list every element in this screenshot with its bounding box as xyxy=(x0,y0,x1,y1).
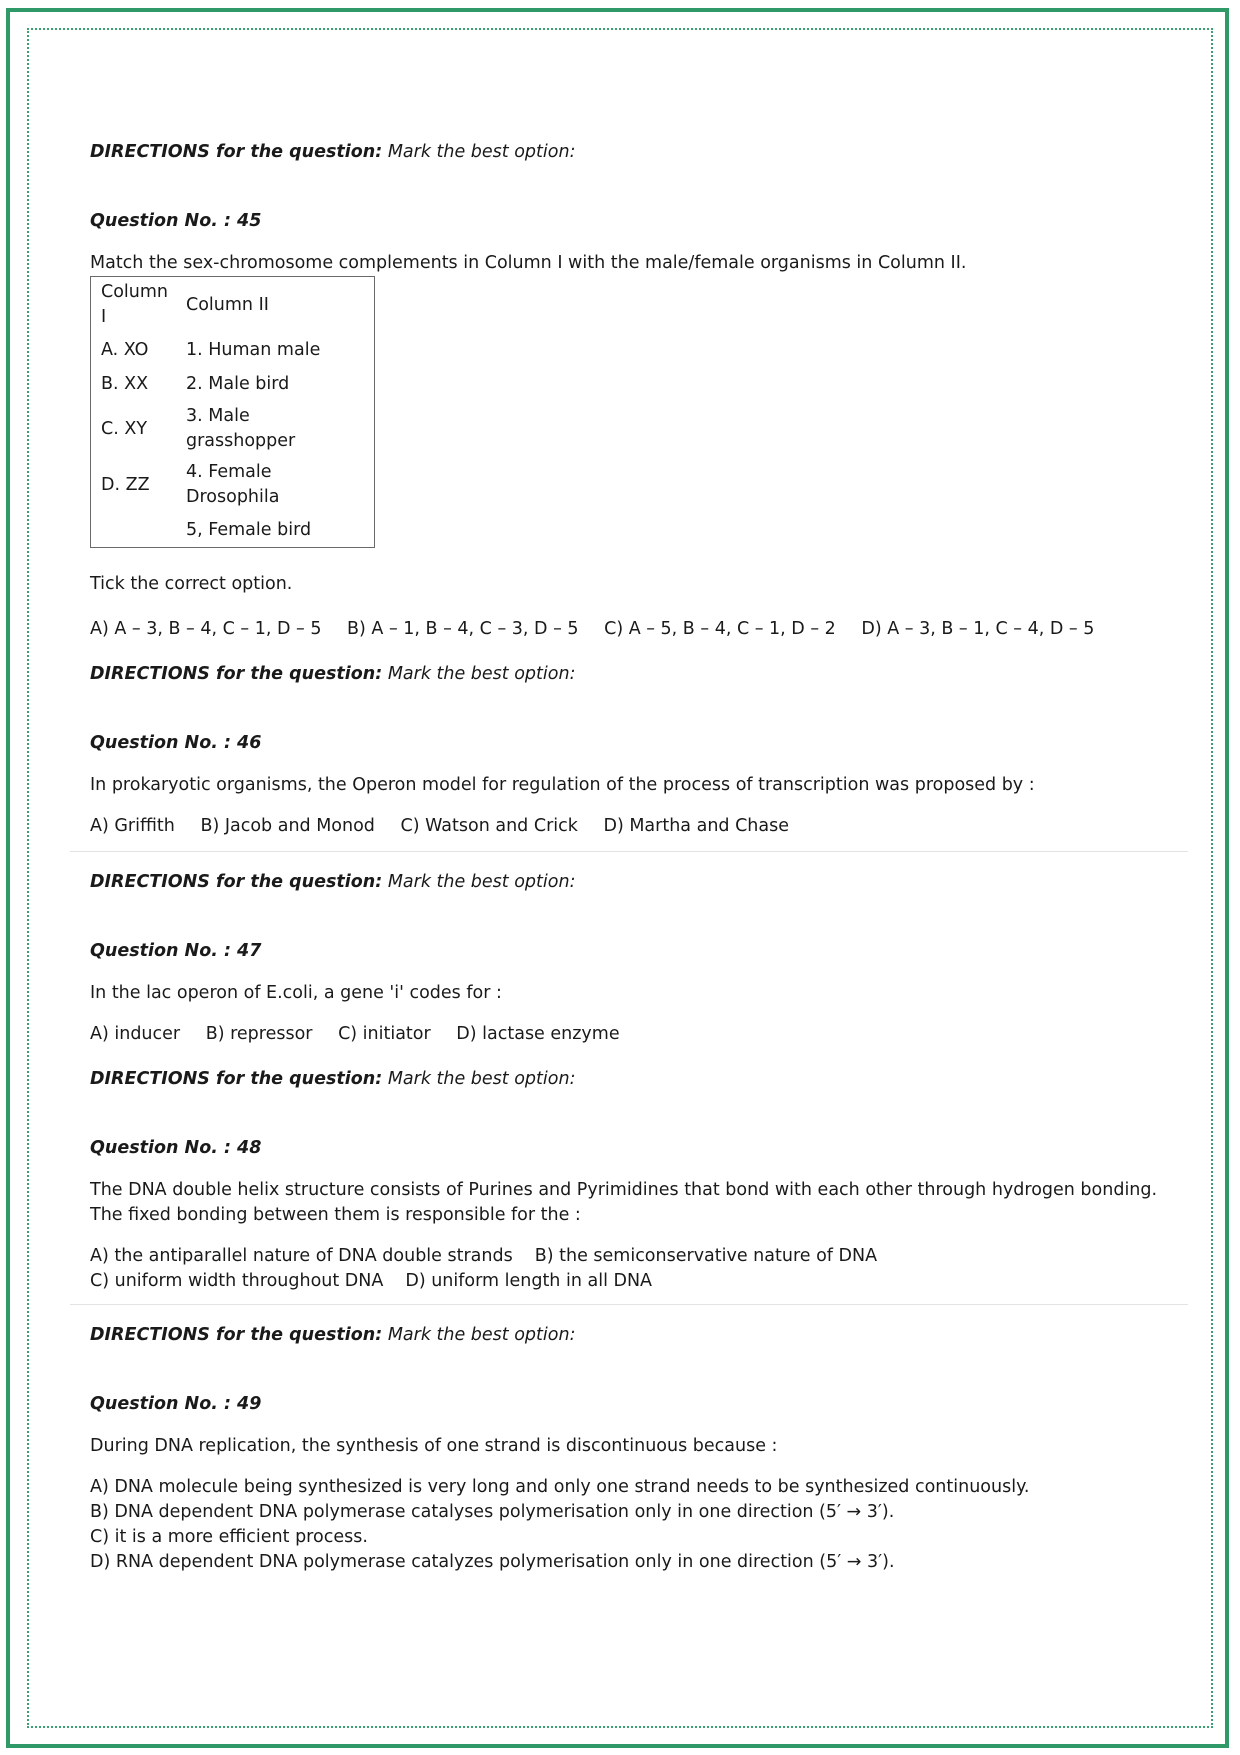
option-a[interactable]: A) Griffith xyxy=(90,816,175,836)
directions-lead: DIRECTIONS for the question: xyxy=(90,1325,383,1345)
table-cell xyxy=(91,513,185,548)
option-a[interactable]: A) inducer xyxy=(90,1024,181,1044)
option-b[interactable]: B) Jacob and Monod xyxy=(200,816,375,836)
directions-q46 xyxy=(90,662,1170,687)
question-sheet xyxy=(90,140,1170,1593)
directions-text: Mark the best option: xyxy=(382,872,576,892)
table-cell: 5, Female bird xyxy=(186,519,312,540)
option-c[interactable]: C) initiator xyxy=(338,1024,431,1044)
directions-q48 xyxy=(90,1067,1170,1092)
options-q49 xyxy=(90,1475,1170,1575)
question-text-46: In prokaryotic organisms, the Operon model for regulation of the process of transcription was proposed by : xyxy=(90,775,1035,795)
directions-lead: DIRECTIONS for the question: xyxy=(90,664,383,684)
option-a[interactable]: A) the antiparallel nature of DNA double strands xyxy=(90,1246,513,1266)
question-number-48: Question No. : 48 xyxy=(90,1138,262,1158)
table-header-cell: Column I xyxy=(101,282,169,327)
option-c[interactable]: C) it is a more efficient process. xyxy=(90,1527,368,1547)
table-cell: B. XX xyxy=(101,373,149,394)
directions-text: Mark the best option: xyxy=(382,142,576,162)
table-row xyxy=(91,367,375,401)
question-text-48: The DNA double helix structure consists of Purines and Pyrimidines that bond with each other through hydrogen bonding. The fixed bonding between them is responsible for the : xyxy=(90,1180,1158,1225)
options-q47 xyxy=(90,1022,1170,1047)
match-table xyxy=(90,276,375,548)
option-b[interactable]: B) repressor xyxy=(205,1024,313,1044)
option-b[interactable]: B) A – 1, B – 4, C – 3, D – 5 xyxy=(347,619,579,639)
question-number-46: Question No. : 46 xyxy=(90,733,262,753)
table-cell: D. ZZ xyxy=(101,474,150,495)
option-c[interactable]: C) A – 5, B – 4, C – 1, D – 2 xyxy=(604,619,836,639)
table-cell: 1. Human male xyxy=(186,339,321,360)
question-text-49: During DNA replication, the synthesis of one strand is discontinuous because : xyxy=(90,1436,778,1456)
options-q45 xyxy=(90,617,1170,642)
question-text-45: Match the sex-chromosome complements in Column I with the male/female organisms in Column II. xyxy=(90,253,967,273)
instruction-text: Tick the correct option. xyxy=(90,574,293,594)
options-q48 xyxy=(90,1244,1170,1294)
options-row xyxy=(90,1269,1170,1294)
table-cell: 4. Female Drosophila xyxy=(186,462,280,507)
question-text-47: In the lac operon of E.coli, a gene 'i' codes for : xyxy=(90,983,502,1003)
option-d[interactable]: D) RNA dependent DNA polymerase catalyzes polymerisation only in one direction (5′ → 3′). xyxy=(90,1552,895,1572)
table-cell: A. XO xyxy=(101,339,149,360)
directions-text: Mark the best option: xyxy=(382,1325,576,1345)
table-cell: C. XY xyxy=(101,418,148,439)
table-cell: 2. Male bird xyxy=(186,373,290,394)
options-row xyxy=(90,1244,1170,1269)
table-header-cell: Column II xyxy=(186,294,269,315)
option-b[interactable]: B) DNA dependent DNA polymerase catalyses polymerisation only in one direction (5′ → 3′). xyxy=(90,1502,895,1522)
directions-q45 xyxy=(90,140,1170,165)
option-b[interactable]: B) the semiconservative nature of DNA xyxy=(534,1246,878,1266)
option-d[interactable]: D) uniform length in all DNA xyxy=(405,1271,653,1291)
table-row xyxy=(91,333,375,367)
directions-lead: DIRECTIONS for the question: xyxy=(90,872,383,892)
question-number-49: Question No. : 49 xyxy=(90,1394,262,1414)
option-d[interactable]: D) Martha and Chase xyxy=(603,816,789,836)
directions-lead: DIRECTIONS for the question: xyxy=(90,1069,383,1089)
option-a[interactable]: A) A – 3, B – 4, C – 1, D – 5 xyxy=(90,619,322,639)
table-row xyxy=(91,401,375,457)
option-a[interactable]: A) DNA molecule being synthesized is very long and only one strand needs to be synthesized continuously. xyxy=(90,1477,1030,1497)
question-number-47: Question No. : 47 xyxy=(90,941,262,961)
option-c[interactable]: C) uniform width throughout DNA xyxy=(90,1271,384,1291)
option-d[interactable]: D) A – 3, B – 1, C – 4, D – 5 xyxy=(861,619,1095,639)
directions-lead: DIRECTIONS for the question: xyxy=(90,142,383,162)
separator-line xyxy=(70,1304,1188,1305)
directions-text: Mark the best option: xyxy=(382,664,576,684)
directions-q49 xyxy=(90,1323,1170,1348)
options-q46 xyxy=(90,814,1170,839)
table-cell: 3. Male grasshopper xyxy=(186,406,296,451)
option-c[interactable]: C) Watson and Crick xyxy=(400,816,578,836)
option-d[interactable]: D) lactase enzyme xyxy=(456,1024,620,1044)
directions-text: Mark the best option: xyxy=(382,1069,576,1089)
table-row xyxy=(91,513,375,548)
table-header-row xyxy=(91,277,375,334)
question-number-45: Question No. : 45 xyxy=(90,211,262,231)
separator-line xyxy=(70,851,1188,852)
directions-q47 xyxy=(90,870,1170,895)
table-row xyxy=(91,457,375,513)
